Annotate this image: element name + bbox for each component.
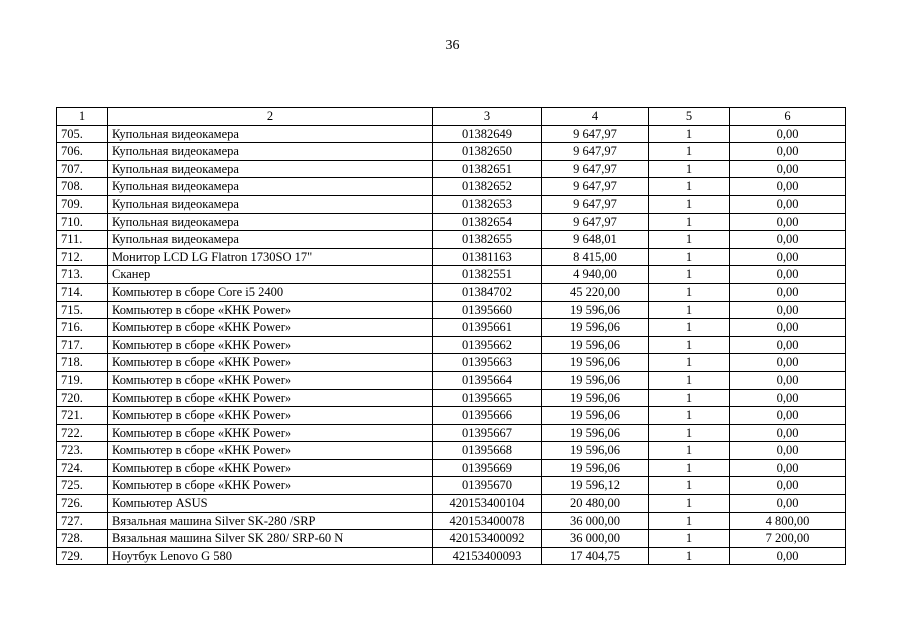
column-header-3: 3 bbox=[433, 108, 542, 126]
cell-quantity: 1 bbox=[649, 336, 730, 354]
cell-quantity: 1 bbox=[649, 178, 730, 196]
column-header-4: 4 bbox=[542, 108, 649, 126]
cell-row-number: 723. bbox=[57, 442, 108, 460]
cell-residual-value: 0,00 bbox=[730, 407, 846, 425]
cell-cost: 20 480,00 bbox=[542, 495, 649, 513]
cell-item-name: Купольная видеокамера bbox=[108, 178, 433, 196]
cell-residual-value: 0,00 bbox=[730, 160, 846, 178]
cell-cost: 19 596,06 bbox=[542, 442, 649, 460]
cell-residual-value: 0,00 bbox=[730, 424, 846, 442]
cell-inventory-number: 01395666 bbox=[433, 407, 542, 425]
cell-residual-value: 0,00 bbox=[730, 354, 846, 372]
cell-cost: 19 596,06 bbox=[542, 319, 649, 337]
cell-inventory-number: 01384702 bbox=[433, 283, 542, 301]
table-row bbox=[57, 389, 846, 407]
cell-row-number: 718. bbox=[57, 354, 108, 372]
cell-row-number: 716. bbox=[57, 319, 108, 337]
cell-row-number: 719. bbox=[57, 371, 108, 389]
cell-residual-value: 0,00 bbox=[730, 547, 846, 565]
cell-quantity: 1 bbox=[649, 195, 730, 213]
table-row bbox=[57, 283, 846, 301]
cell-cost: 36 000,00 bbox=[542, 512, 649, 530]
table-row bbox=[57, 231, 846, 249]
cell-quantity: 1 bbox=[649, 477, 730, 495]
table-row bbox=[57, 547, 846, 565]
cell-row-number: 720. bbox=[57, 389, 108, 407]
cell-inventory-number: 01395668 bbox=[433, 442, 542, 460]
cell-quantity: 1 bbox=[649, 213, 730, 231]
cell-cost: 8 415,00 bbox=[542, 248, 649, 266]
cell-cost: 17 404,75 bbox=[542, 547, 649, 565]
table-row bbox=[57, 248, 846, 266]
cell-cost: 19 596,06 bbox=[542, 459, 649, 477]
cell-row-number: 717. bbox=[57, 336, 108, 354]
cell-item-name: Купольная видеокамера bbox=[108, 143, 433, 161]
cell-row-number: 712. bbox=[57, 248, 108, 266]
cell-cost: 9 647,97 bbox=[542, 143, 649, 161]
column-header-5: 5 bbox=[649, 108, 730, 126]
cell-item-name: Сканер bbox=[108, 266, 433, 284]
table-row bbox=[57, 495, 846, 513]
cell-row-number: 711. bbox=[57, 231, 108, 249]
cell-quantity: 1 bbox=[649, 301, 730, 319]
cell-inventory-number: 01395667 bbox=[433, 424, 542, 442]
cell-row-number: 708. bbox=[57, 178, 108, 196]
cell-cost: 9 647,97 bbox=[542, 195, 649, 213]
cell-residual-value: 0,00 bbox=[730, 125, 846, 143]
cell-inventory-number: 01395663 bbox=[433, 354, 542, 372]
cell-inventory-number: 01382655 bbox=[433, 231, 542, 249]
cell-cost: 9 647,97 bbox=[542, 178, 649, 196]
cell-quantity: 1 bbox=[649, 231, 730, 249]
cell-row-number: 705. bbox=[57, 125, 108, 143]
cell-item-name: Купольная видеокамера bbox=[108, 125, 433, 143]
table-row bbox=[57, 407, 846, 425]
cell-quantity: 1 bbox=[649, 319, 730, 337]
cell-inventory-number: 01382650 bbox=[433, 143, 542, 161]
cell-cost: 19 596,06 bbox=[542, 389, 649, 407]
cell-item-name: Ноутбук Lenovo G 580 bbox=[108, 547, 433, 565]
cell-quantity: 1 bbox=[649, 459, 730, 477]
cell-row-number: 729. bbox=[57, 547, 108, 565]
cell-cost: 19 596,12 bbox=[542, 477, 649, 495]
cell-quantity: 1 bbox=[649, 371, 730, 389]
cell-residual-value: 0,00 bbox=[730, 143, 846, 161]
cell-item-name: Вязальная машина Silver SK 280/ SRP-60 N bbox=[108, 530, 433, 548]
cell-quantity: 1 bbox=[649, 266, 730, 284]
cell-inventory-number: 420153400104 bbox=[433, 495, 542, 513]
cell-residual-value: 0,00 bbox=[730, 266, 846, 284]
cell-residual-value: 0,00 bbox=[730, 178, 846, 196]
cell-inventory-number: 01395660 bbox=[433, 301, 542, 319]
cell-row-number: 726. bbox=[57, 495, 108, 513]
cell-residual-value: 0,00 bbox=[730, 283, 846, 301]
cell-row-number: 709. bbox=[57, 195, 108, 213]
cell-residual-value: 0,00 bbox=[730, 301, 846, 319]
cell-quantity: 1 bbox=[649, 407, 730, 425]
cell-row-number: 728. bbox=[57, 530, 108, 548]
cell-quantity: 1 bbox=[649, 354, 730, 372]
cell-residual-value: 0,00 bbox=[730, 319, 846, 337]
cell-residual-value: 0,00 bbox=[730, 442, 846, 460]
cell-row-number: 724. bbox=[57, 459, 108, 477]
cell-residual-value: 0,00 bbox=[730, 389, 846, 407]
table-row bbox=[57, 125, 846, 143]
cell-item-name: Компьютер в сборе «КНК Power» bbox=[108, 389, 433, 407]
table-row bbox=[57, 459, 846, 477]
cell-residual-value: 0,00 bbox=[730, 459, 846, 477]
cell-inventory-number: 01382652 bbox=[433, 178, 542, 196]
cell-inventory-number: 01395662 bbox=[433, 336, 542, 354]
cell-inventory-number: 01395664 bbox=[433, 371, 542, 389]
cell-inventory-number: 01382654 bbox=[433, 213, 542, 231]
cell-item-name: Купольная видеокамера bbox=[108, 231, 433, 249]
cell-row-number: 714. bbox=[57, 283, 108, 301]
cell-inventory-number: 01381163 bbox=[433, 248, 542, 266]
cell-row-number: 710. bbox=[57, 213, 108, 231]
cell-cost: 9 648,01 bbox=[542, 231, 649, 249]
table-row bbox=[57, 143, 846, 161]
cell-cost: 19 596,06 bbox=[542, 424, 649, 442]
cell-inventory-number: 01382653 bbox=[433, 195, 542, 213]
table-row bbox=[57, 160, 846, 178]
cell-cost: 19 596,06 bbox=[542, 354, 649, 372]
cell-item-name: Компьютер в сборе Core i5 2400 bbox=[108, 283, 433, 301]
cell-cost: 4 940,00 bbox=[542, 266, 649, 284]
cell-item-name: Компьютер в сборе «КНК Power» bbox=[108, 424, 433, 442]
cell-cost: 9 647,97 bbox=[542, 160, 649, 178]
cell-item-name: Компьютер в сборе «КНК Power» bbox=[108, 459, 433, 477]
cell-quantity: 1 bbox=[649, 143, 730, 161]
cell-inventory-number: 01382551 bbox=[433, 266, 542, 284]
cell-cost: 9 647,97 bbox=[542, 125, 649, 143]
cell-item-name: Монитор LCD LG Flatron 1730SO 17" bbox=[108, 248, 433, 266]
column-header-1: 1 bbox=[57, 108, 108, 126]
cell-item-name: Купольная видеокамера bbox=[108, 213, 433, 231]
cell-row-number: 725. bbox=[57, 477, 108, 495]
cell-cost: 45 220,00 bbox=[542, 283, 649, 301]
cell-inventory-number: 420153400078 bbox=[433, 512, 542, 530]
table-row bbox=[57, 266, 846, 284]
cell-residual-value: 0,00 bbox=[730, 495, 846, 513]
cell-residual-value: 0,00 bbox=[730, 336, 846, 354]
cell-inventory-number: 01395665 bbox=[433, 389, 542, 407]
cell-quantity: 1 bbox=[649, 512, 730, 530]
cell-quantity: 1 bbox=[649, 248, 730, 266]
cell-inventory-number: 01395670 bbox=[433, 477, 542, 495]
cell-quantity: 1 bbox=[649, 424, 730, 442]
cell-residual-value: 7 200,00 bbox=[730, 530, 846, 548]
cell-inventory-number: 420153400092 bbox=[433, 530, 542, 548]
column-header-2: 2 bbox=[108, 108, 433, 126]
table-row bbox=[57, 354, 846, 372]
cell-row-number: 722. bbox=[57, 424, 108, 442]
table-row bbox=[57, 301, 846, 319]
cell-residual-value: 4 800,00 bbox=[730, 512, 846, 530]
table-row bbox=[57, 371, 846, 389]
cell-item-name: Купольная видеокамера bbox=[108, 195, 433, 213]
cell-cost: 19 596,06 bbox=[542, 407, 649, 425]
cell-item-name: Компьютер ASUS bbox=[108, 495, 433, 513]
cell-cost: 19 596,06 bbox=[542, 371, 649, 389]
column-header-6: 6 bbox=[730, 108, 846, 126]
table-row bbox=[57, 336, 846, 354]
table-row bbox=[57, 319, 846, 337]
table-row bbox=[57, 477, 846, 495]
cell-item-name: Купольная видеокамера bbox=[108, 160, 433, 178]
table-row bbox=[57, 178, 846, 196]
table-row bbox=[57, 442, 846, 460]
cell-cost: 19 596,06 bbox=[542, 336, 649, 354]
cell-row-number: 721. bbox=[57, 407, 108, 425]
cell-row-number: 706. bbox=[57, 143, 108, 161]
cell-residual-value: 0,00 bbox=[730, 231, 846, 249]
cell-inventory-number: 01395661 bbox=[433, 319, 542, 337]
table-body bbox=[57, 125, 846, 565]
cell-item-name: Компьютер в сборе «КНК Power» bbox=[108, 336, 433, 354]
cell-cost: 36 000,00 bbox=[542, 530, 649, 548]
cell-residual-value: 0,00 bbox=[730, 371, 846, 389]
cell-item-name: Компьютер в сборе «КНК Power» bbox=[108, 354, 433, 372]
table-header-row bbox=[57, 108, 846, 126]
cell-item-name: Компьютер в сборе «КНК Power» bbox=[108, 371, 433, 389]
cell-row-number: 727. bbox=[57, 512, 108, 530]
cell-item-name: Компьютер в сборе «КНК Power» bbox=[108, 301, 433, 319]
cell-item-name: Компьютер в сборе «КНК Power» bbox=[108, 477, 433, 495]
cell-cost: 19 596,06 bbox=[542, 301, 649, 319]
cell-quantity: 1 bbox=[649, 125, 730, 143]
cell-row-number: 707. bbox=[57, 160, 108, 178]
cell-quantity: 1 bbox=[649, 283, 730, 301]
cell-row-number: 715. bbox=[57, 301, 108, 319]
cell-quantity: 1 bbox=[649, 160, 730, 178]
cell-item-name: Вязальная машина Silver SK-280 /SRP bbox=[108, 512, 433, 530]
table-row bbox=[57, 424, 846, 442]
cell-quantity: 1 bbox=[649, 547, 730, 565]
page-number: 36 bbox=[445, 38, 460, 53]
cell-inventory-number: 01382651 bbox=[433, 160, 542, 178]
cell-residual-value: 0,00 bbox=[730, 213, 846, 231]
cell-inventory-number: 01395669 bbox=[433, 459, 542, 477]
cell-inventory-number: 01382649 bbox=[433, 125, 542, 143]
table-row bbox=[57, 512, 846, 530]
cell-quantity: 1 bbox=[649, 530, 730, 548]
cell-quantity: 1 bbox=[649, 442, 730, 460]
cell-quantity: 1 bbox=[649, 389, 730, 407]
table-row bbox=[57, 530, 846, 548]
cell-item-name: Компьютер в сборе «КНК Power» bbox=[108, 442, 433, 460]
cell-residual-value: 0,00 bbox=[730, 477, 846, 495]
cell-item-name: Компьютер в сборе «КНК Power» bbox=[108, 319, 433, 337]
cell-residual-value: 0,00 bbox=[730, 195, 846, 213]
cell-row-number: 713. bbox=[57, 266, 108, 284]
cell-item-name: Компьютер в сборе «КНК Power» bbox=[108, 407, 433, 425]
table-row bbox=[57, 195, 846, 213]
cell-cost: 9 647,97 bbox=[542, 213, 649, 231]
inventory-table bbox=[56, 107, 846, 565]
table-row bbox=[57, 213, 846, 231]
cell-quantity: 1 bbox=[649, 495, 730, 513]
cell-inventory-number: 42153400093 bbox=[433, 547, 542, 565]
cell-residual-value: 0,00 bbox=[730, 248, 846, 266]
